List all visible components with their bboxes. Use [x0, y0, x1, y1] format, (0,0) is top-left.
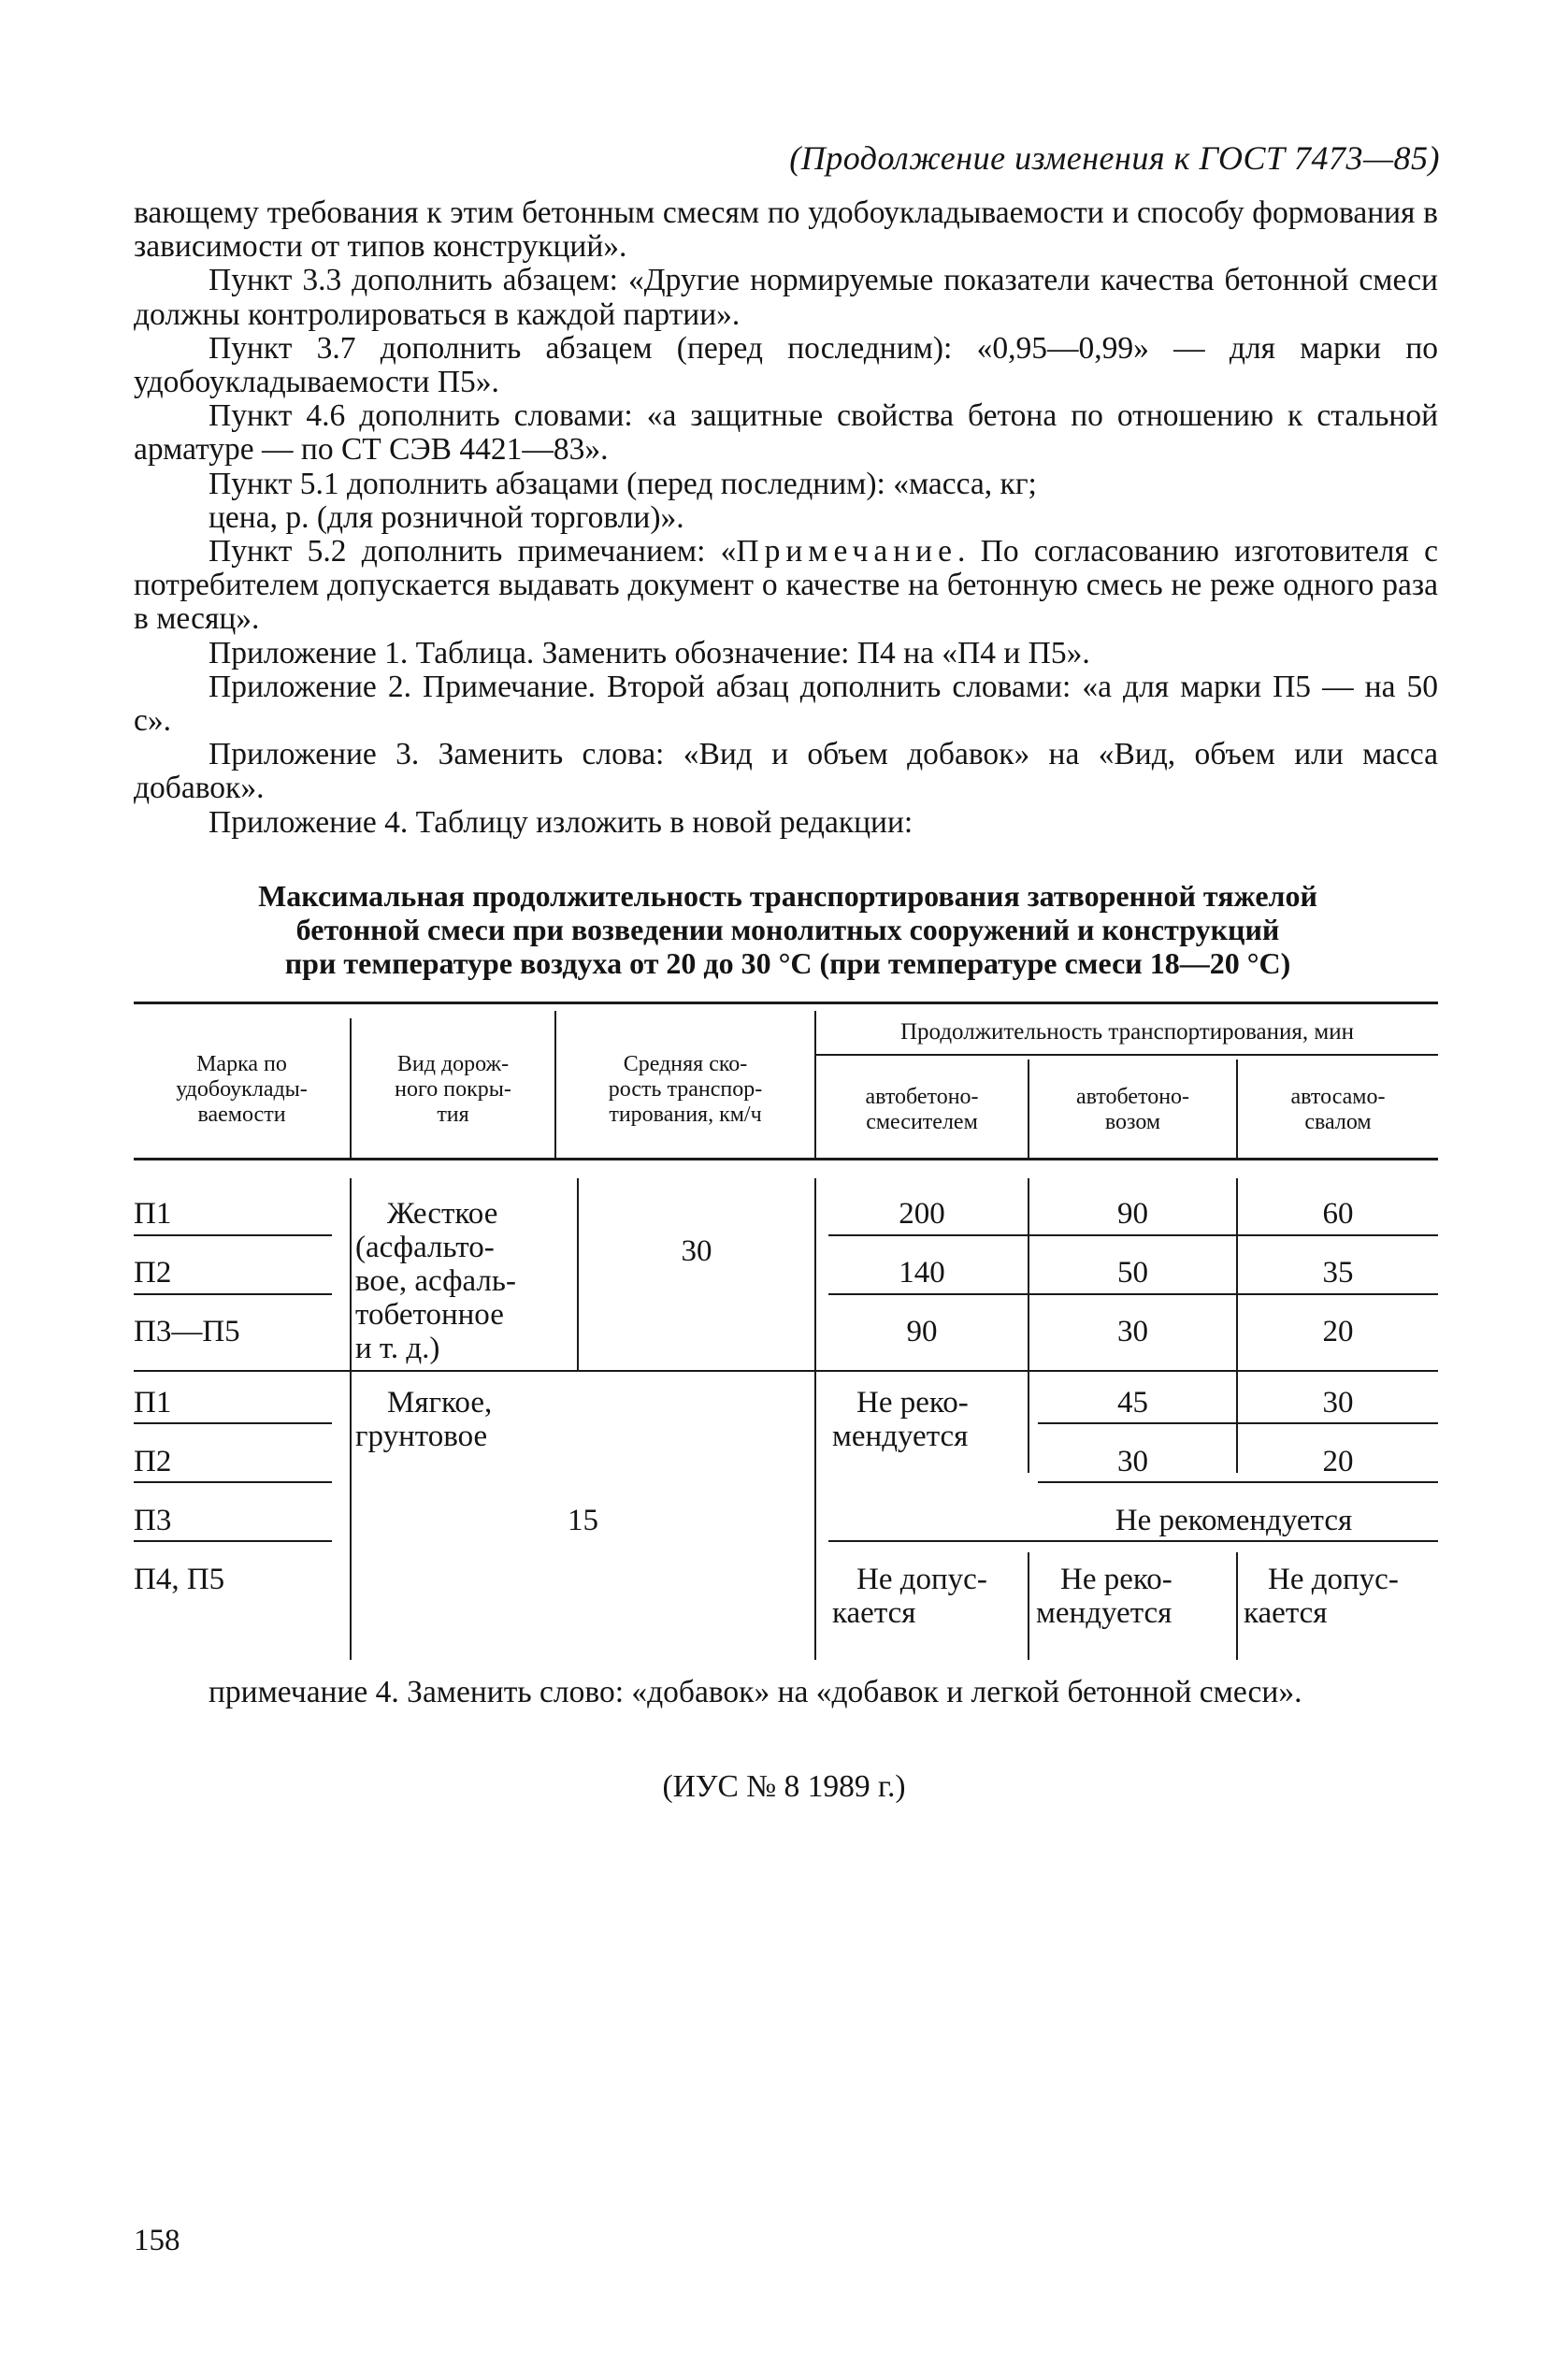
grade-g1-p1: П1 — [134, 1197, 172, 1231]
hdr-vline-1 — [350, 1018, 352, 1158]
table-top-rule — [134, 1002, 1438, 1004]
p52-after: . По согласованию изготовителя с потребителем допускается выдавать документ о качестве на бетонную смесь не реже одного раза в месяц». — [134, 534, 1438, 637]
paragraph-appendix-1: Приложение 1. Таблица. Заменить обозначение: П4 на «П4 и П5». — [209, 635, 1090, 670]
caption-line-2: бетонной смеси при возведении монолитных сооружений и конструкций — [295, 913, 1280, 946]
speed-g1: 30 — [681, 1234, 712, 1268]
mixer-g1-p2: 140 — [899, 1256, 945, 1290]
body-vline-5 — [1236, 1178, 1238, 1473]
truck-g1-p1: 90 — [1117, 1197, 1148, 1231]
p52-spaced-word: Примечание — [736, 534, 957, 569]
truck-g2-p2: 30 — [1117, 1445, 1148, 1478]
hdr-dump: автосамо- свалом — [1290, 1085, 1386, 1134]
truck-g2-p4p5: Не реко- мендуется — [1036, 1563, 1172, 1630]
body-vline-1 — [350, 1178, 352, 1660]
mixer-g1-p1: 200 — [899, 1197, 945, 1231]
dur-rule-2 — [828, 1293, 1438, 1295]
grade-rule-2 — [134, 1293, 332, 1295]
paragraph-3-3: Пункт 3.3 дополнить абзацем: «Другие нормируемые показатели качества бетонной смеси должны контролироваться в каждой партии». — [134, 263, 1438, 332]
truck-g1-p3p5: 30 — [1117, 1315, 1148, 1348]
ius-reference: (ИУС № 8 1989 г.) — [662, 1769, 906, 1804]
paragraph-appendix-4: Приложение 4. Таблицу изложить в новой редакции: — [209, 804, 913, 840]
grade-rule-1 — [134, 1234, 332, 1236]
mixer-g1-p3p5: 90 — [906, 1315, 938, 1348]
grade-rule-4 — [134, 1481, 332, 1483]
body-text — [134, 196, 1438, 840]
note-text: примечание 4. Заменить слово: «добавок» на «добавок и легкой бетонной смеси». — [209, 1675, 1302, 1709]
truck-g2-p1: 45 — [1117, 1386, 1148, 1420]
body-vline-4 — [1028, 1178, 1029, 1473]
grade-g1-p2: П2 — [134, 1256, 172, 1290]
p52-before: Пункт 5.2 дополнить примечанием: « — [209, 534, 737, 569]
dump-g2-p1: 30 — [1322, 1386, 1354, 1420]
paragraph-3-7: Пункт 3.7 дополнить абзацем (перед последним): «0,95—0,99» — для марки по удобоукладываемости П5». — [134, 330, 1438, 400]
hdr-vline-4 — [1028, 1059, 1029, 1158]
caption-line-3: при температуре воздуха от 20 до 30 °С (при температуре смеси 18—20 °С) — [284, 946, 1291, 980]
dump-g1-p1: 60 — [1322, 1197, 1354, 1231]
speed-g2: 15 — [568, 1504, 598, 1537]
hdr-duration-group: Продолжительность транспортирования, мин — [900, 1019, 1354, 1045]
header-bottom-rule — [134, 1158, 1438, 1160]
grade-g2-p4p5: П4, П5 — [134, 1563, 225, 1596]
truck-g1-p2: 50 — [1117, 1256, 1148, 1290]
appendix-note — [134, 1676, 1438, 1709]
surface-g2: Мягкое, грунтовое — [355, 1386, 493, 1453]
mixer-g2-p4p5: Не допус- кается — [832, 1563, 987, 1630]
body-vline-3 — [814, 1178, 816, 1660]
surface-g1: Жесткое (асфальто- вое, асфаль- тобетонное и т. д.) — [355, 1197, 516, 1365]
grade-g2-p1: П1 — [134, 1386, 172, 1420]
dump-g1-p3p5: 20 — [1322, 1315, 1354, 1348]
table-caption — [140, 879, 1435, 980]
hdr-surface: Вид дорож- ного покры- тия — [395, 1052, 511, 1127]
grade-rule-3 — [134, 1422, 332, 1424]
dump-g2-p2: 20 — [1322, 1445, 1354, 1478]
hdr-vline-3 — [814, 1011, 816, 1158]
hdr-grade: Марка по удобоуклады- ваемости — [176, 1052, 308, 1127]
body-vline-2 — [577, 1178, 579, 1370]
grade-g2-p2: П2 — [134, 1445, 172, 1478]
hdr-speed: Средняя ско- рость транспор- тирования, км/ч — [608, 1052, 763, 1127]
body-vline-5b — [1236, 1552, 1238, 1660]
body-vline-4b — [1028, 1552, 1029, 1660]
paragraph-appendix-2: Приложение 2. Примечание. Второй абзац дополнить словами: «а для марки П5 — на 50 с». — [134, 669, 1438, 739]
dur-rule-1 — [828, 1234, 1438, 1236]
paragraph-5-1-price: цена, р. (для розничной торговли)». — [209, 499, 684, 535]
dump-g1-p2: 35 — [1322, 1256, 1354, 1290]
hdr-vline-2 — [554, 1011, 556, 1158]
caption-line-1: Максимальная продолжительность транспортирования затворенной тяжелой — [258, 879, 1317, 913]
mixer-g2-not-recommended: Не реко- мендуется — [832, 1386, 969, 1453]
paragraph-appendix-3: Приложение 3. Заменить слова: «Вид и объем добавок» на «Вид, объем или масса добавок». — [134, 737, 1438, 806]
dump-g2-p4p5: Не допус- кается — [1244, 1563, 1399, 1630]
hdr-mixer: автобетоно- смесителем — [865, 1085, 979, 1134]
dur-rule-4 — [1038, 1481, 1438, 1483]
hdr-vline-5 — [1236, 1059, 1238, 1158]
paragraph-5-1: Пункт 5.1 дополнить абзацами (перед последним): «масса, кг; — [209, 466, 1037, 501]
group-separator-rule — [134, 1370, 1438, 1372]
group-header-rule — [816, 1054, 1438, 1056]
dur-rule-3 — [1038, 1422, 1438, 1424]
grade-g1-p3p5: П3—П5 — [134, 1315, 240, 1348]
document-header: (Продолжение изменения к ГОСТ 7473—85) — [789, 139, 1440, 177]
dur-rule-5 — [828, 1540, 1438, 1542]
paragraph-4-6: Пункт 4.6 дополнить словами: «а защитные свойства бетона по отношению к стальной арматуре — по СТ СЭВ 4421—83». — [134, 398, 1438, 468]
page-number: 158 — [134, 2224, 180, 2257]
grade-g2-p3: П3 — [134, 1504, 172, 1537]
hdr-truck: автобетоно- возом — [1075, 1085, 1190, 1134]
paragraph-continuation: вающему требования к этим бетонным смесям по удобоукладываемости и способу формования в зависимости от типов конструкций». — [134, 195, 1438, 265]
grade-rule-5 — [134, 1540, 332, 1542]
truck-dump-g2-p3-not-recommended: Не рекомендуется — [1115, 1504, 1353, 1537]
paragraph-5-2 — [134, 535, 1438, 637]
